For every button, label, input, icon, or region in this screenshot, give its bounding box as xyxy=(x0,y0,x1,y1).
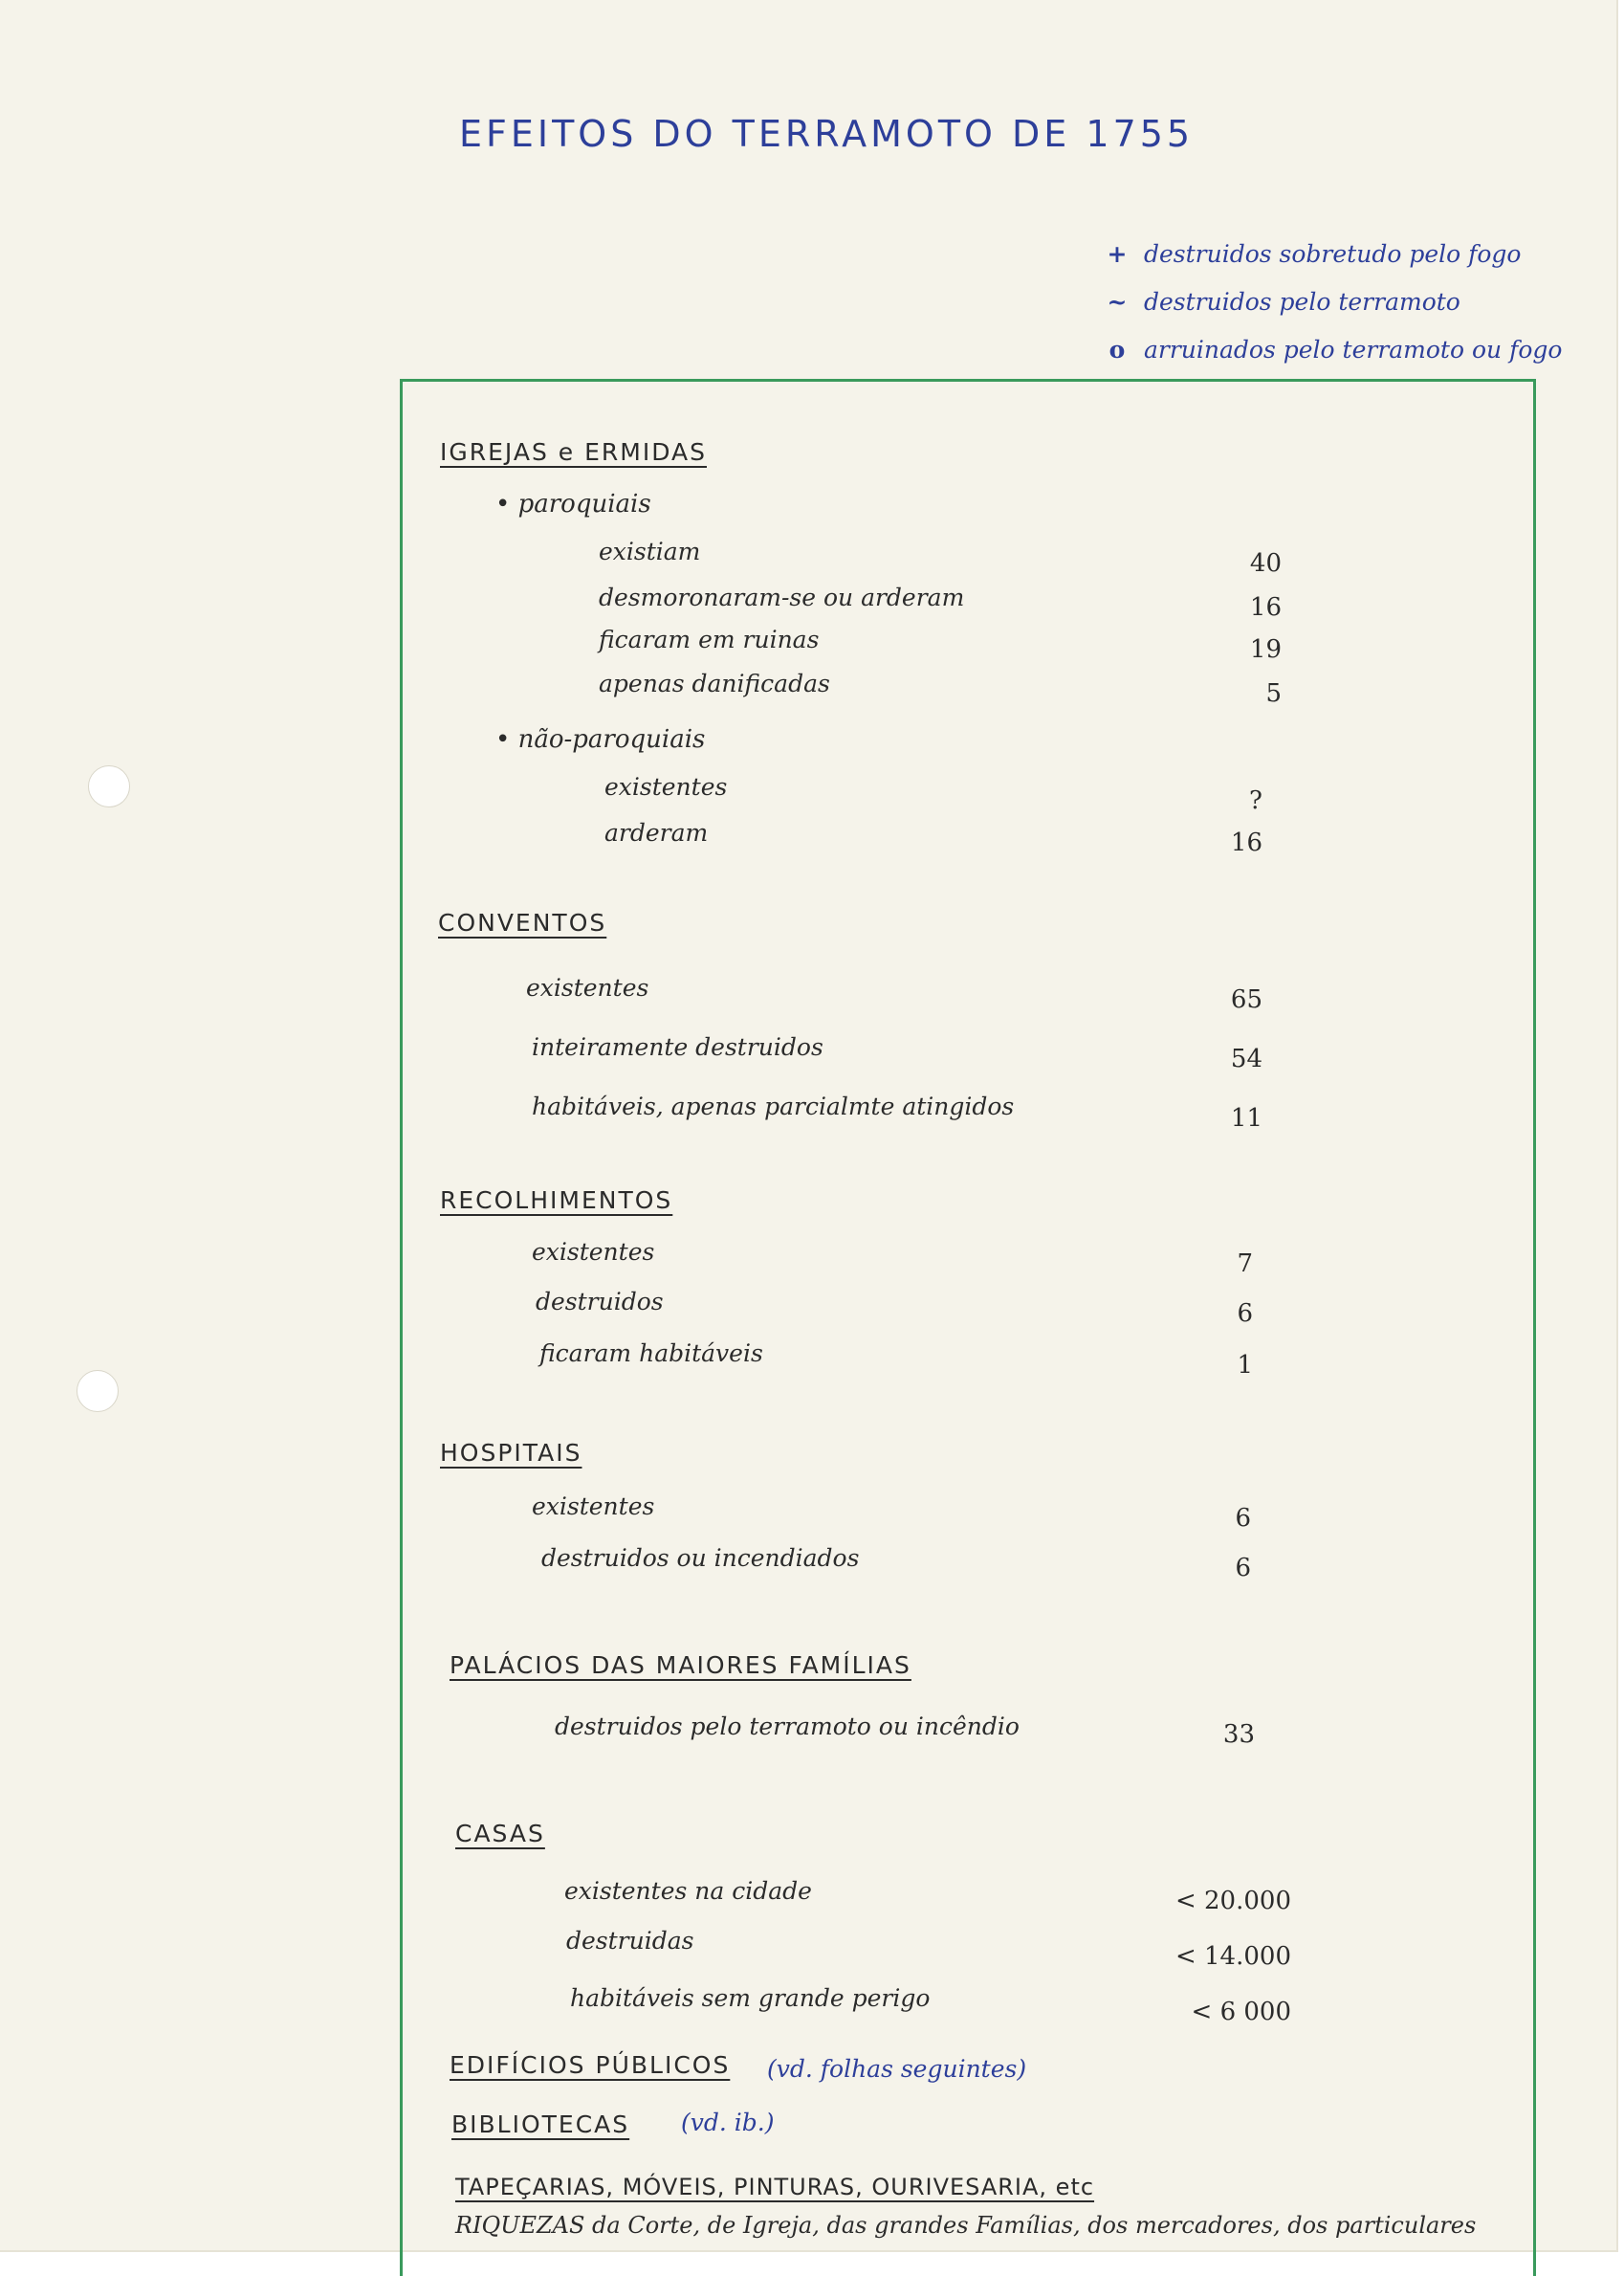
item-label: destruidos xyxy=(536,1288,664,1315)
item-value: ? xyxy=(1249,786,1262,815)
item-label: habitáveis sem grande perigo xyxy=(570,1984,931,2012)
riquezas-line: RIQUEZAS da Corte, de Igreja, das grandes Famílias, dos mercadores, dos particulares xyxy=(455,2212,1477,2239)
item-label: destruidos pelo terramoto ou incêndio xyxy=(555,1713,1020,1740)
legend-symbol: o xyxy=(1108,335,1126,364)
item-value: 7 xyxy=(1237,1249,1253,1278)
section-heading-recolhimentos: RECOLHIMENTOS xyxy=(440,1186,673,1214)
item-label: existiam xyxy=(599,538,701,565)
item-label: inteiramente destruidos xyxy=(532,1033,823,1061)
item-value: 11 xyxy=(1230,1104,1262,1133)
punch-hole xyxy=(88,765,130,807)
item-value: < 6 000 xyxy=(1191,1998,1291,2026)
item-label: destruidos ou incendiados xyxy=(541,1544,860,1572)
section-heading-tapecarias: TAPEÇARIAS, MÓVEIS, PINTURAS, OURIVESARIA, etc xyxy=(455,2174,1095,2200)
item-label: ficaram em ruinas xyxy=(599,626,820,653)
section-heading-hospitais: HOSPITAIS xyxy=(440,1439,582,1467)
legend-text: destruidos sobretudo pelo fogo xyxy=(1144,239,1522,268)
item-value: 6 xyxy=(1235,1554,1251,1582)
legend-row xyxy=(1090,277,1562,325)
subheading-paroquiais: • paroquiais xyxy=(495,490,651,519)
item-value: < 14.000 xyxy=(1174,1942,1291,1971)
section-heading-bibliotecas: BIBLIOTECAS xyxy=(451,2110,630,2138)
page-title: EFEITOS DO TERRAMOTO DE 1755 xyxy=(459,113,1195,155)
item-label: destruidas xyxy=(566,1927,694,1955)
item-label: apenas danificadas xyxy=(599,670,830,697)
section-heading-casas: CASAS xyxy=(455,1820,545,1847)
legend-row xyxy=(1090,230,1562,277)
item-value: 65 xyxy=(1230,985,1262,1014)
item-value: 54 xyxy=(1230,1045,1262,1073)
item-value: 40 xyxy=(1249,549,1282,578)
punch-hole xyxy=(77,1370,119,1412)
edificios-note: (vd. folhas seguintes) xyxy=(767,2055,1027,2083)
legend-symbol: + xyxy=(1107,239,1128,268)
item-label: ficaram habitáveis xyxy=(539,1339,763,1367)
section-heading-igrejas: IGREJAS e ERMIDAS xyxy=(440,438,707,466)
item-value: 6 xyxy=(1235,1504,1251,1533)
item-label: existentes na cidade xyxy=(564,1877,812,1905)
item-label: existentes xyxy=(604,773,728,801)
legend-symbol: ~ xyxy=(1107,287,1128,316)
item-label: existentes xyxy=(532,1238,655,1266)
section-heading-conventos: CONVENTOS xyxy=(438,909,607,937)
legend-text: destruidos pelo terramoto xyxy=(1144,287,1460,316)
section-heading-edificios xyxy=(450,2051,730,2079)
item-value: 16 xyxy=(1249,593,1282,622)
item-label: desmoronaram-se ou arderam xyxy=(599,584,965,611)
item-value: 5 xyxy=(1265,679,1282,708)
item-value: 16 xyxy=(1230,829,1262,857)
section-heading-palacios: PALÁCIOS DAS MAIORES FAMÍLIAS xyxy=(450,1651,911,1679)
legend-text: arruinados pelo terramoto ou fogo xyxy=(1144,335,1563,364)
item-value: 6 xyxy=(1237,1299,1253,1328)
legend xyxy=(1090,230,1562,373)
item-value: 1 xyxy=(1237,1351,1253,1380)
legend-row xyxy=(1090,325,1562,373)
bibliotecas-note: (vd. ib.) xyxy=(681,2109,775,2136)
subheading-nao-paroquiais: • não-paroquiais xyxy=(495,725,706,754)
item-label: habitáveis, apenas parcialmte atingidos xyxy=(532,1093,1015,1120)
item-value: 19 xyxy=(1249,635,1282,664)
item-label: arderam xyxy=(604,819,709,847)
edificios-label: EDIFÍCIOS PÚBLICOS xyxy=(450,2051,731,2079)
item-value: < 20.000 xyxy=(1174,1887,1291,1915)
item-label: existentes xyxy=(532,1492,655,1520)
item-value: 33 xyxy=(1222,1720,1255,1749)
item-label: existentes xyxy=(526,974,649,1002)
